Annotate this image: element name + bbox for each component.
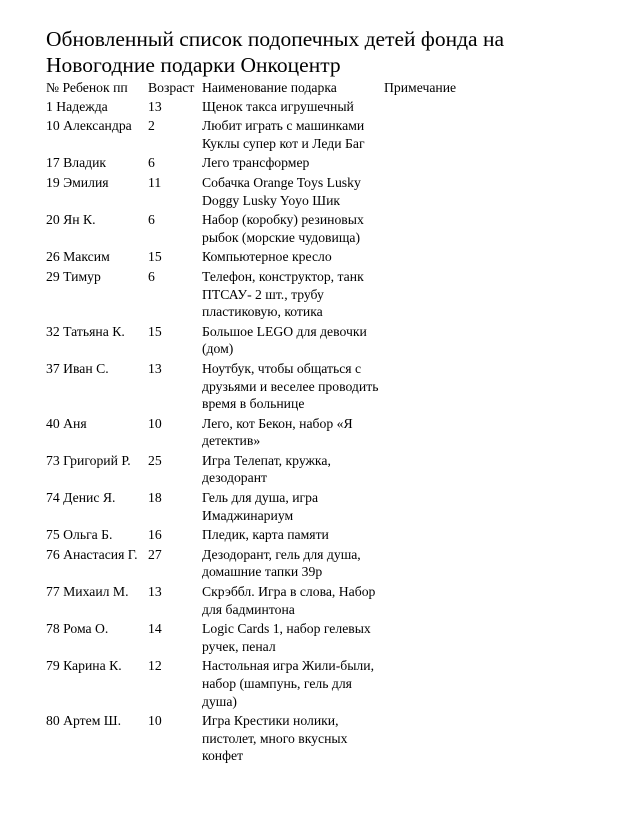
- child-cell: 10 Александра: [46, 118, 132, 134]
- child-cell: 75 Ольга Б.: [46, 527, 113, 543]
- child-cell: 26 Максим: [46, 249, 110, 265]
- age-cell: 10: [148, 415, 162, 431]
- document-title: Обновленный список подопечных детей фонда на Новогодние подарки Онкоцентр: [46, 27, 504, 77]
- child-cell: 17 Владик: [46, 155, 107, 171]
- gift-cell: Набор (коробку) резиновых рыбок (морские чудовища): [202, 212, 364, 245]
- gift-cell: Лего трансформер: [202, 155, 310, 171]
- table-row: [46, 268, 606, 321]
- child-cell: 37 Иван С.: [46, 360, 109, 376]
- gift-cell: Любит играть с машинками Куклы супер кот и Леди Баг: [202, 118, 365, 151]
- child-cell: 32 Татьяна К.: [46, 323, 125, 339]
- age-cell: 13: [148, 98, 162, 114]
- child-cell: 78 Рома О.: [46, 621, 109, 637]
- header-no-child: № Ребенок пп: [46, 80, 128, 95]
- table-row: [46, 526, 606, 544]
- child-cell: 79 Карина К.: [46, 658, 122, 674]
- gift-cell: Компьютерное кресло: [202, 249, 332, 265]
- table-row: [46, 583, 606, 618]
- table-row: [46, 117, 606, 152]
- age-cell: 15: [148, 323, 162, 339]
- table-row: [46, 452, 606, 487]
- age-cell: 25: [148, 452, 162, 468]
- table-row: [46, 712, 606, 765]
- gift-cell: Игра Крестики нолики, пистолет, много вкусных конфет: [202, 713, 348, 764]
- age-cell: 6: [148, 268, 155, 284]
- age-cell: 10: [148, 713, 162, 729]
- gift-cell: Лего, кот Бекон, набор «Я детектив»: [202, 415, 353, 449]
- age-cell: 14: [148, 621, 162, 637]
- table-row: [46, 546, 606, 581]
- gift-cell: Игра Телепат, кружка, дезодорант: [202, 452, 331, 486]
- gift-cell: Ноутбук, чтобы общаться с друзьями и веселее проводить время в больнице: [202, 360, 379, 412]
- gift-cell: Щенок такса игрушечный: [202, 98, 354, 114]
- age-cell: 2: [148, 118, 155, 134]
- gift-cell: Logic Cards 1, набор гелевых ручек, пенал: [202, 621, 371, 654]
- age-cell: 11: [148, 174, 162, 190]
- table-row: [46, 174, 606, 209]
- child-cell: 29 Тимур: [46, 268, 101, 284]
- table-row: [46, 154, 606, 172]
- gift-cell: Гель для душа, игра Имаджинариум: [202, 490, 319, 523]
- child-cell: 74 Денис Я.: [46, 490, 116, 506]
- gift-list-table: [46, 79, 606, 767]
- age-cell: 13: [148, 584, 162, 600]
- gift-cell: Скрэббл. Игра в слова, Набор для бадминтона: [202, 584, 376, 617]
- child-cell: 73 Григорий Р.: [46, 452, 131, 468]
- age-cell: 6: [148, 155, 155, 171]
- gift-cell: Большое LEGO для девочки (дом): [202, 323, 367, 357]
- age-cell: 18: [148, 490, 162, 506]
- gift-cell: Пледик, карта памяти: [202, 527, 329, 543]
- age-cell: 12: [148, 658, 162, 674]
- child-cell: 40 Аня: [46, 415, 87, 431]
- child-cell: 80 Артем Ш.: [46, 713, 122, 729]
- age-cell: 13: [148, 360, 162, 376]
- table-row: [46, 323, 606, 358]
- table-row: [46, 489, 606, 524]
- age-cell: 6: [148, 212, 155, 228]
- table-row: [46, 211, 606, 246]
- table-row: [46, 657, 606, 710]
- child-cell: 19 Эмилия: [46, 174, 109, 190]
- age-cell: 16: [148, 527, 162, 543]
- child-cell: 77 Михаил М.: [46, 584, 129, 600]
- gift-cell: Дезодорант, гель для душа, домашние тапки 39р: [202, 546, 361, 580]
- header-note: Примечание: [384, 80, 457, 95]
- child-cell: 1 Надежда: [46, 98, 108, 114]
- table-row: [46, 98, 606, 116]
- table-row: [46, 360, 606, 413]
- table-row: [46, 620, 606, 655]
- gift-cell: Собачка Orange Toys Lusky Doggy Lusky Yoyo Шик: [202, 174, 361, 208]
- age-cell: 27: [148, 546, 162, 562]
- table-row: [46, 248, 606, 266]
- gift-cell: Телефон, конструктор, танк ПТСАУ- 2 шт., трубу пластиковую, котика: [202, 268, 364, 320]
- header-gift: Наименование подарка: [202, 80, 337, 95]
- table-header-row: [46, 79, 606, 97]
- child-cell: 76 Анастасия Г.: [46, 546, 138, 562]
- age-cell: 15: [148, 249, 162, 265]
- gift-cell: Настольная игра Жили-были, набор (шампунь, гель для душа): [202, 658, 375, 709]
- header-age: Возраст: [148, 80, 195, 95]
- table-row: [46, 415, 606, 450]
- child-cell: 20 Ян К.: [46, 212, 96, 228]
